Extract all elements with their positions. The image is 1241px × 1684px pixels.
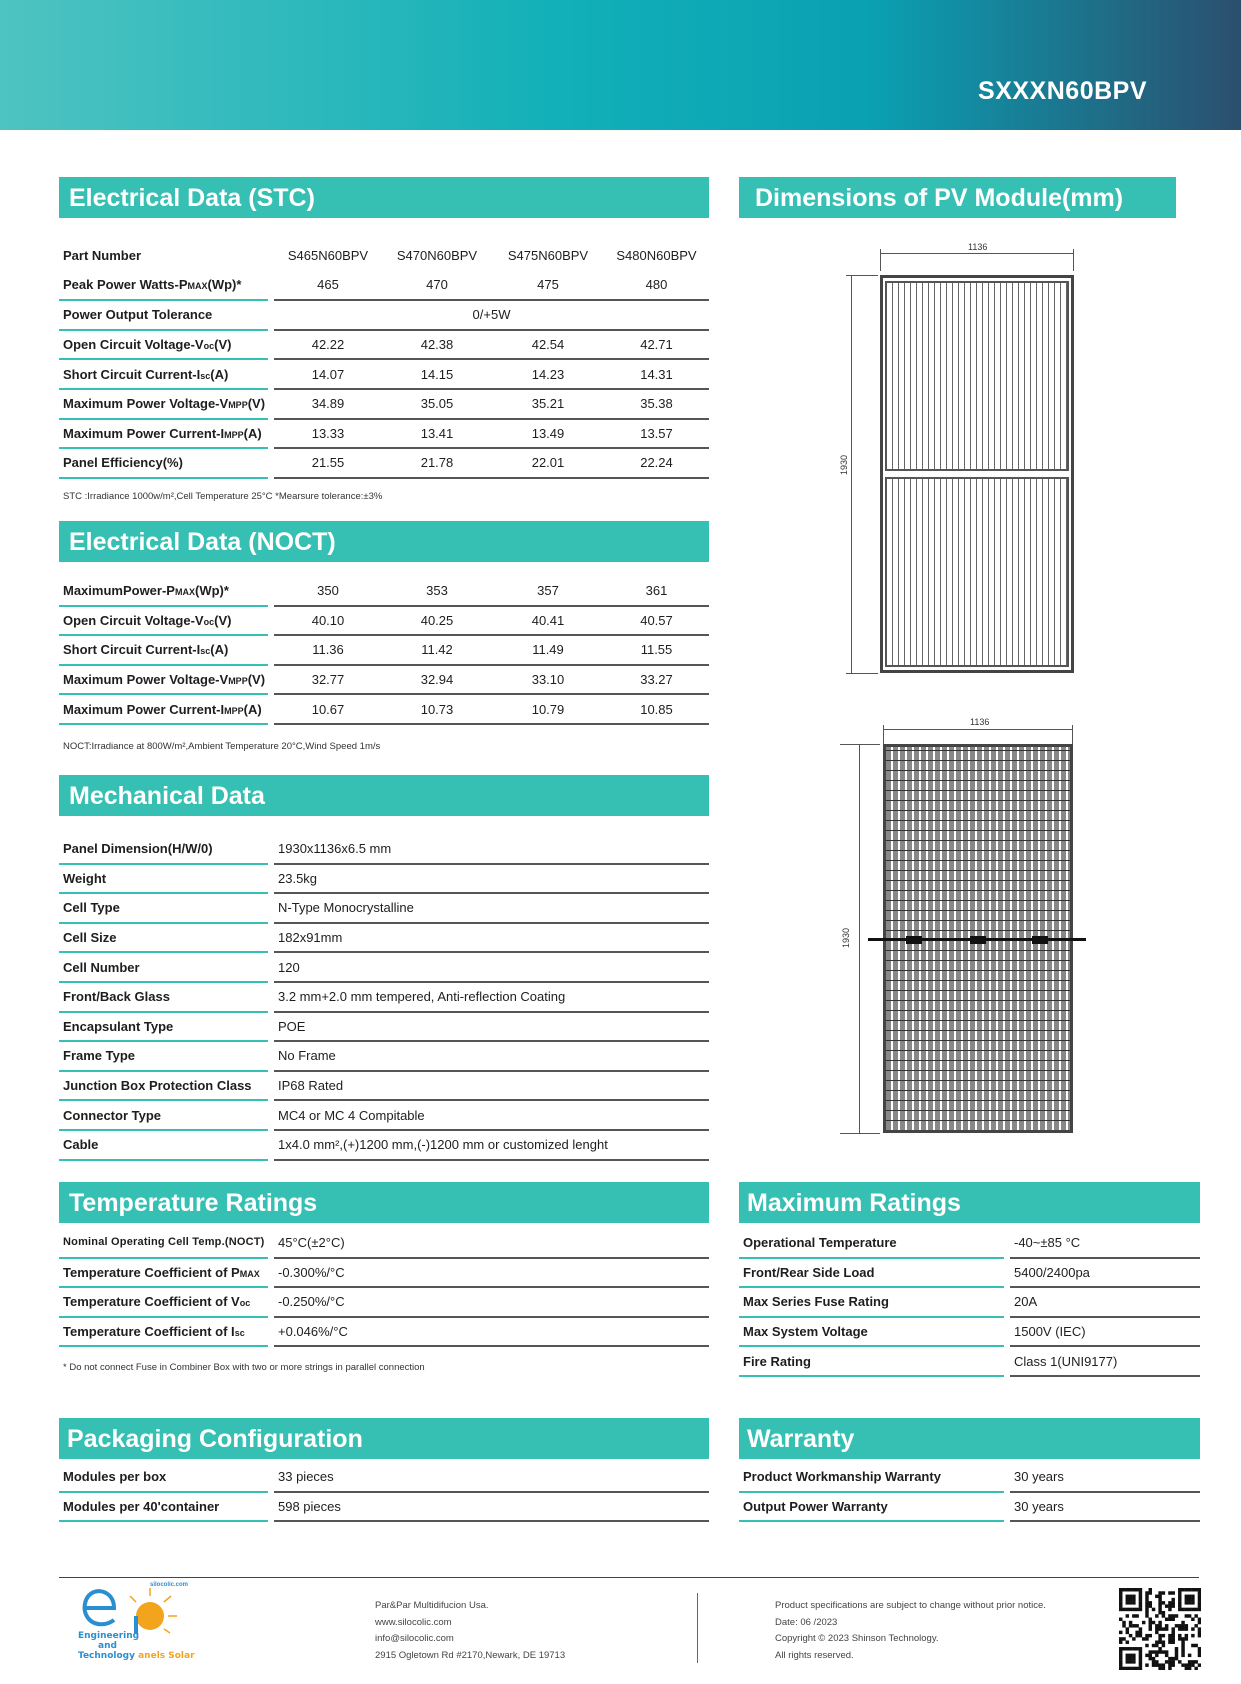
mechanical-table xyxy=(59,834,709,1161)
row-value: 20A xyxy=(1010,1287,1200,1317)
row-value: 33.10 xyxy=(492,665,604,695)
row-value: 480 xyxy=(604,271,709,301)
company-address: 2915 Ogletown Rd #2170,Newark, DE 19713 xyxy=(375,1649,566,1661)
table-row xyxy=(59,1287,709,1317)
row-label: Max Series Fuse Rating xyxy=(739,1287,1004,1317)
row-value: 40.10 xyxy=(274,606,382,636)
row-value: IP68 Rated xyxy=(274,1071,709,1101)
row-label: Maximum Power Voltage-VMPP(V) xyxy=(59,389,268,419)
table-row xyxy=(739,1258,1200,1288)
row-value: 10.67 xyxy=(274,694,382,724)
logo-e xyxy=(85,1591,114,1624)
row-value: 33.27 xyxy=(604,665,709,695)
table-row xyxy=(59,1130,709,1160)
table-row xyxy=(59,330,709,360)
row-value: 35.05 xyxy=(382,389,492,419)
row-value: 10.73 xyxy=(382,694,492,724)
table-row xyxy=(59,864,709,894)
table-row xyxy=(59,1492,709,1522)
row-label: Junction Box Protection Class xyxy=(59,1071,268,1101)
table-row xyxy=(59,694,709,724)
table-row xyxy=(739,1492,1200,1522)
row-label: Connector Type xyxy=(59,1100,268,1130)
row-label: Cable xyxy=(59,1130,268,1160)
junction-box-2 xyxy=(970,936,986,944)
row-value: 40.41 xyxy=(492,606,604,636)
row-label: Modules per 40'container xyxy=(59,1492,268,1522)
front-width-label: 1136 xyxy=(968,242,988,252)
table-row xyxy=(59,300,709,330)
table-row xyxy=(59,1317,709,1347)
row-value: MC4 or MC 4 Compitable xyxy=(274,1100,709,1130)
dimensions-section-title: Dimensions of PV Module(mm) xyxy=(739,177,1176,218)
row-value: +0.046%/°C xyxy=(274,1317,709,1347)
legal-line-3: Copyright © 2023 Shinson Technology. xyxy=(775,1633,939,1644)
row-value: 33 pieces xyxy=(274,1462,709,1492)
row-value: S480N60BPV xyxy=(616,248,697,264)
row-label: Panel Efficiency(%) xyxy=(59,448,268,478)
logo-line-2: and xyxy=(98,1641,117,1651)
row-value: 475 xyxy=(492,271,604,301)
row-value: N-Type Monocrystalline xyxy=(274,893,709,923)
row-value: Class 1(UNI9177) xyxy=(1010,1346,1200,1376)
row-label: Output Power Warranty xyxy=(739,1492,1004,1522)
max-ratings-section-title: Maximum Ratings xyxy=(739,1182,1200,1223)
row-value: 1x4.0 mm²,(+)1200 mm,(-)1200 mm or customized lenght xyxy=(274,1130,709,1160)
table-row xyxy=(739,1462,1200,1492)
table-row xyxy=(59,923,709,953)
row-value: 13.57 xyxy=(604,419,709,449)
row-label: Temperature Coefficient of Isc xyxy=(59,1317,268,1347)
row-value: 353 xyxy=(382,576,492,606)
logo-mark xyxy=(78,1586,198,1634)
packaging-section-title: Packaging Configuration xyxy=(59,1418,709,1459)
row-value: 0/+5W xyxy=(274,300,709,330)
row-value: 40.57 xyxy=(604,606,709,636)
row-value: 32.77 xyxy=(274,665,382,695)
legal-line-4: All rights reserved. xyxy=(775,1649,854,1661)
row-value: 11.42 xyxy=(382,635,492,665)
row-value: 22.01 xyxy=(492,448,604,478)
table-row xyxy=(59,1462,709,1492)
row-value: 11.55 xyxy=(604,635,709,665)
company-website: www.silocolic.com xyxy=(375,1616,452,1628)
table-row xyxy=(59,606,709,636)
temperature-table xyxy=(59,1228,709,1347)
qr-code[interactable] xyxy=(1119,1588,1201,1670)
row-label: Open Circuit Voltage-Voc(V) xyxy=(59,606,268,636)
row-label: Panel Dimension(H/W/0) xyxy=(59,834,268,864)
table-row xyxy=(59,576,709,606)
row-value: 42.54 xyxy=(492,330,604,360)
row-label: Short Circuit Current-Isc(A) xyxy=(59,635,268,665)
row-value: 1500V (IEC) xyxy=(1010,1317,1200,1347)
warranty-table xyxy=(739,1462,1200,1522)
table-row xyxy=(59,982,709,1012)
footer-separator xyxy=(697,1593,698,1663)
temperature-section-title: Temperature Ratings xyxy=(59,1182,709,1223)
row-label: Maximum Power Current-IMPP(A) xyxy=(59,419,268,449)
row-value: 182x91mm xyxy=(274,923,709,953)
row-value: S475N60BPV xyxy=(507,248,589,264)
row-value: 35.38 xyxy=(604,389,709,419)
table-row xyxy=(59,1258,709,1288)
row-label: Nominal Operating Cell Temp.(NOCT) xyxy=(59,1228,268,1258)
noct-note: NOCT:Irradiance at 800W/m²,Ambient Temperature 20°C,Wind Speed 1m/s xyxy=(63,741,381,752)
noct-table xyxy=(59,576,709,725)
row-value: 42.22 xyxy=(274,330,382,360)
row-label: Temperature Coefficient of Voc xyxy=(59,1287,268,1317)
logo-line-1: Engineering xyxy=(78,1631,140,1641)
row-value: 45°C(±2°C) xyxy=(274,1228,709,1258)
table-row xyxy=(59,419,709,449)
row-value: 30 years xyxy=(1010,1462,1200,1492)
row-label: Cell Type xyxy=(59,893,268,923)
packaging-table xyxy=(59,1462,709,1522)
legal-line-2: Date: 06 /2023 xyxy=(775,1616,838,1628)
table-row xyxy=(739,1346,1200,1376)
logo-p-bowl xyxy=(136,1602,164,1630)
table-row xyxy=(59,834,709,864)
row-value: 120 xyxy=(274,952,709,982)
row-label: Product Workmanship Warranty xyxy=(739,1462,1004,1492)
row-value: 21.78 xyxy=(382,448,492,478)
row-value: 14.31 xyxy=(604,359,709,389)
legal-line-1: Product specifications are subject to change without prior notice. xyxy=(775,1600,1046,1611)
legal-info xyxy=(775,1598,1046,1664)
row-value: 357 xyxy=(492,576,604,606)
row-value: 35.21 xyxy=(492,389,604,419)
stc-table xyxy=(59,241,709,479)
row-value: 14.23 xyxy=(492,359,604,389)
table-row xyxy=(59,635,709,665)
noct-section-title: Electrical Data (NOCT) xyxy=(59,521,709,562)
table-row xyxy=(59,389,709,419)
logo-url: silocolic.com xyxy=(150,1582,189,1588)
row-label: Maximum Power Voltage-VMPP(V) xyxy=(59,665,268,695)
row-value: 11.49 xyxy=(492,635,604,665)
junction-box-1 xyxy=(906,936,922,944)
row-value: 21.55 xyxy=(274,448,382,478)
table-row xyxy=(59,359,709,389)
row-value: 13.33 xyxy=(274,419,382,449)
row-label: Cell Size xyxy=(59,923,268,953)
row-label: Temperature Coefficient of PMAX xyxy=(59,1258,268,1288)
row-value: 1930x1136x6.5 mm xyxy=(274,834,709,864)
row-value: -0.300%/°C xyxy=(274,1258,709,1288)
row-label: Fire Rating xyxy=(739,1346,1004,1376)
table-row xyxy=(59,1071,709,1101)
row-value: 40.25 xyxy=(382,606,492,636)
table-row xyxy=(739,1228,1200,1258)
row-label: Encapsulant Type xyxy=(59,1012,268,1042)
table-row xyxy=(59,893,709,923)
row-value: 470 xyxy=(382,271,492,301)
back-height-label: 1930 xyxy=(841,927,852,949)
row-value: No Frame xyxy=(274,1041,709,1071)
row-label: MaximumPower-PMAX(Wp)* xyxy=(59,576,268,606)
row-value: -0.250%/°C xyxy=(274,1287,709,1317)
row-label: Open Circuit Voltage-Voc(V) xyxy=(59,330,268,360)
row-value: 22.24 xyxy=(604,448,709,478)
row-value: 32.94 xyxy=(382,665,492,695)
panel-front-view xyxy=(880,275,1074,673)
front-height-label: 1930 xyxy=(839,454,850,476)
row-value: 11.36 xyxy=(274,635,382,665)
temperature-note: * Do not connect Fuse in Combiner Box with two or more strings in parallel connection xyxy=(63,1362,425,1373)
row-label: Power Output Tolerance xyxy=(59,300,268,330)
row-value: 5400/2400pa xyxy=(1010,1258,1200,1288)
row-label: Cell Number xyxy=(59,952,268,982)
row-value: 42.38 xyxy=(382,330,492,360)
table-row xyxy=(59,271,709,301)
row-label: Peak Power Watts-PMAX(Wp)* xyxy=(59,271,268,301)
mechanical-section-title: Mechanical Data xyxy=(59,775,709,816)
row-label: Front/Rear Side Load xyxy=(739,1258,1004,1288)
company-email: info@silocolic.com xyxy=(375,1633,454,1644)
logo-line-4: anels Solar xyxy=(138,1651,195,1661)
row-value: 361 xyxy=(604,576,709,606)
row-value: 14.07 xyxy=(274,359,382,389)
row-value: 14.15 xyxy=(382,359,492,389)
table-row xyxy=(59,665,709,695)
table-row xyxy=(59,1228,709,1258)
model-title: SXXXN60BPV xyxy=(978,77,1147,105)
row-value: 34.89 xyxy=(274,389,382,419)
max-ratings-table xyxy=(739,1228,1200,1377)
table-row xyxy=(59,241,709,271)
row-value: POE xyxy=(274,1012,709,1042)
table-row xyxy=(739,1317,1200,1347)
row-value: 10.79 xyxy=(492,694,604,724)
row-value: 465 xyxy=(274,271,382,301)
row-label: Short Circuit Current-Isc(A) xyxy=(59,359,268,389)
row-value: 23.5kg xyxy=(274,864,709,894)
row-label: Front/Back Glass xyxy=(59,982,268,1012)
row-value: 30 years xyxy=(1010,1492,1200,1522)
row-value: 3.2 mm+2.0 mm tempered, Anti-reflection Coating xyxy=(274,982,709,1012)
row-value: S465N60BPV xyxy=(287,248,369,264)
stc-section-title: Electrical Data (STC) xyxy=(59,177,709,218)
row-label: Maximum Power Current-IMPP(A) xyxy=(59,694,268,724)
table-row xyxy=(59,952,709,982)
row-value: 10.85 xyxy=(604,694,709,724)
row-label: Operational Temperature xyxy=(739,1228,1004,1258)
row-value: -40~±85 °C xyxy=(1010,1228,1200,1258)
row-value: 350 xyxy=(274,576,382,606)
row-value: S470N60BPV xyxy=(396,248,478,264)
back-width-label: 1136 xyxy=(970,717,990,727)
table-row xyxy=(59,1012,709,1042)
table-row xyxy=(739,1287,1200,1317)
footer-divider xyxy=(59,1577,1199,1578)
row-value: 598 pieces xyxy=(274,1492,709,1522)
row-label: Max System Voltage xyxy=(739,1317,1004,1347)
stc-note: STC :Irradiance 1000w/m²,Cell Temperature 25°C *Mearsure tolerance:±3% xyxy=(63,491,383,502)
warranty-section-title: Warranty xyxy=(739,1418,1200,1459)
junction-box-3 xyxy=(1032,936,1048,944)
table-row xyxy=(59,1100,709,1130)
row-label: Part Number xyxy=(63,248,142,264)
row-label: Modules per box xyxy=(59,1462,268,1492)
row-value: 13.49 xyxy=(492,419,604,449)
row-label: Weight xyxy=(59,864,268,894)
table-row xyxy=(59,448,709,478)
company-info xyxy=(375,1598,565,1664)
header-banner xyxy=(0,0,1241,130)
table-row xyxy=(59,1041,709,1071)
row-value: 42.71 xyxy=(604,330,709,360)
logo-line-3: Technology xyxy=(78,1651,135,1661)
row-label: Frame Type xyxy=(59,1041,268,1071)
row-value: 13.41 xyxy=(382,419,492,449)
company-name: Par&Par Multidifucion Usa. xyxy=(375,1600,489,1611)
